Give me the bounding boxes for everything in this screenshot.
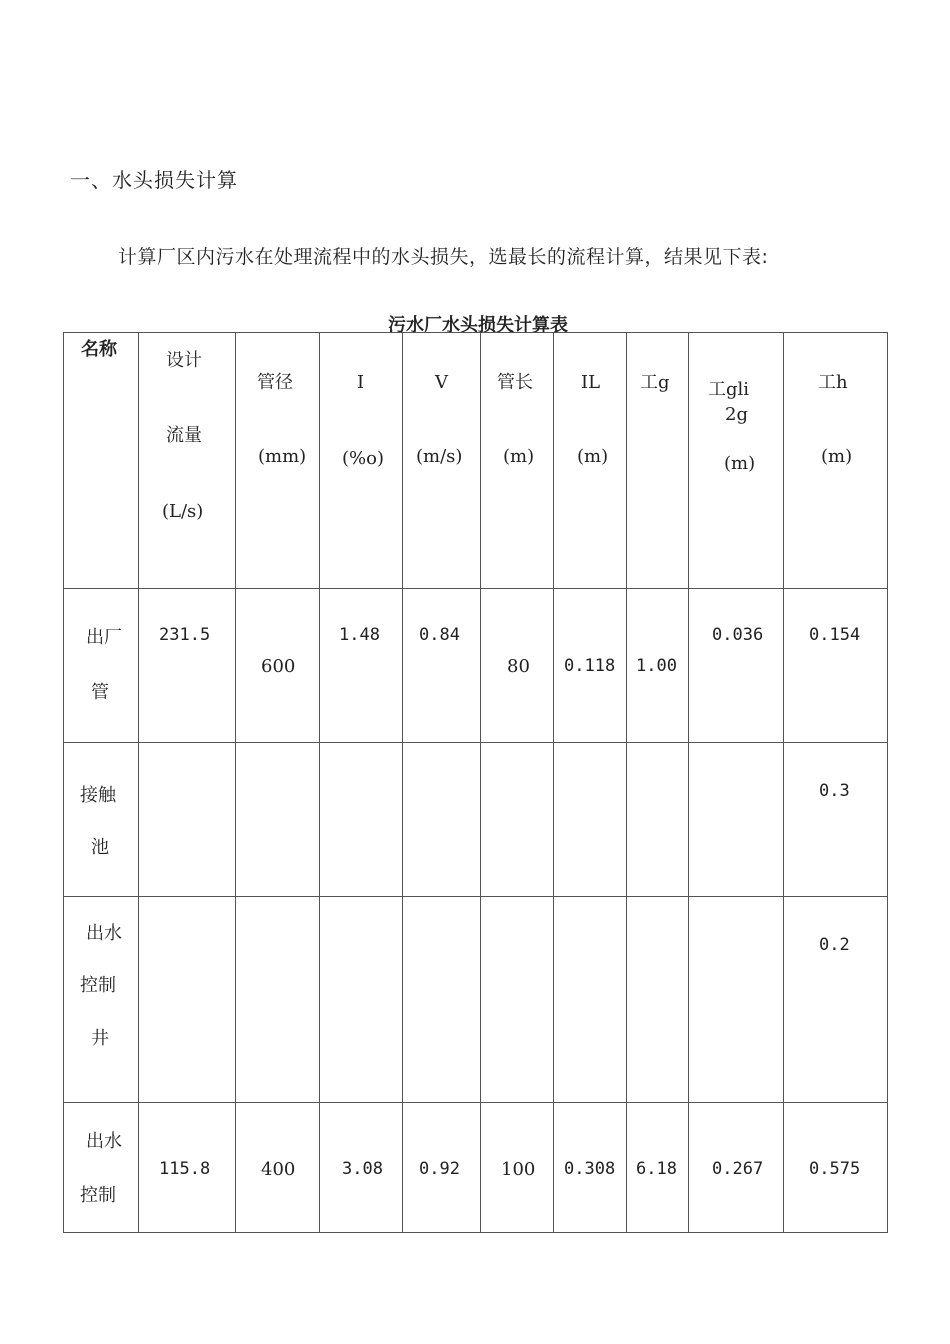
row-diameter: [236, 1103, 320, 1233]
header-velocity-unit: (m/s): [416, 446, 463, 467]
table-row: [64, 1103, 888, 1233]
row-length: [481, 589, 554, 743]
row-name-line1: 出水: [86, 923, 122, 944]
row-local-value: 0.036: [712, 625, 764, 645]
header-h-line1: 工h: [818, 372, 848, 393]
row-name-line1: 出厂: [86, 627, 122, 648]
header-diameter-unit: (mm): [258, 446, 307, 467]
row-h: [784, 743, 888, 897]
row-name: [64, 1103, 139, 1233]
row-velocity: [403, 1103, 481, 1233]
row-name: [64, 589, 139, 743]
section-heading: 一、水头损失计算: [70, 168, 238, 192]
header-h-unit: (m): [821, 446, 853, 467]
header-h: [784, 333, 888, 589]
table-row: [64, 589, 888, 743]
row-name-line1: 接触: [80, 785, 116, 806]
header-local-line2: 2g: [725, 404, 748, 425]
row-il: [554, 1103, 627, 1233]
row-name-line2: 池: [91, 837, 109, 858]
header-row: [64, 333, 888, 589]
row-length-value: 80: [507, 656, 530, 677]
row-slope-value: 3.08: [342, 1159, 383, 1179]
row-h-value: 0.3: [819, 781, 850, 801]
row-il: [554, 589, 627, 743]
table-title: 污水厂水头损失计算表: [388, 315, 568, 336]
row-g: [627, 589, 689, 743]
head-loss-table: [63, 332, 888, 1233]
row-velocity: [403, 589, 481, 743]
row-name-line2: 控制: [80, 975, 116, 996]
row-g-value: 1.00: [636, 656, 677, 676]
row-g: [627, 1103, 689, 1233]
header-flow-unit: (L/s): [162, 501, 204, 522]
header-diameter: [236, 333, 320, 589]
row-flow-value: 231.5: [159, 625, 211, 645]
row-local: [689, 1103, 784, 1233]
row-slope: [320, 589, 403, 743]
header-il-unit: (m): [577, 446, 609, 467]
row-h-value: 0.2: [819, 935, 850, 955]
header-flow-line1: 设计: [166, 350, 202, 371]
header-local-unit: (m): [724, 453, 756, 474]
row-h: [784, 897, 888, 1103]
row-local: [689, 589, 784, 743]
row-diameter-value: 600: [261, 656, 296, 677]
row-velocity-value: 0.92: [419, 1159, 460, 1179]
header-velocity: [403, 333, 481, 589]
header-velocity-line1: V: [435, 372, 448, 393]
row-diameter: [236, 589, 320, 743]
header-il: [554, 333, 627, 589]
row-name-line2: 管: [91, 682, 109, 703]
header-g: [627, 333, 689, 589]
header-slope: [320, 333, 403, 589]
row-flow: [139, 1103, 236, 1233]
row-length: [481, 1103, 554, 1233]
intro-paragraph: 计算厂区内污水在处理流程中的水头损失，选最长的流程计算，结果见下表:: [118, 246, 769, 268]
row-diameter-value: 400: [261, 1159, 296, 1180]
row-velocity-value: 0.84: [419, 625, 460, 645]
header-flow-line2: 流量: [166, 425, 202, 446]
header-diameter-line1: 管径: [257, 372, 293, 393]
header-name-label: 名称: [81, 339, 117, 360]
row-g-value: 6.18: [636, 1159, 677, 1179]
row-name-line2: 控制: [80, 1185, 116, 1206]
row-slope-value: 1.48: [339, 625, 380, 645]
header-il-line1: IL: [581, 372, 601, 393]
row-flow-value: 115.8: [159, 1159, 211, 1179]
row-name: [64, 897, 139, 1103]
row-h: [784, 589, 888, 743]
row-length-value: 100: [501, 1159, 536, 1180]
table-row: [64, 897, 888, 1103]
header-slope-unit: (%o): [342, 448, 384, 469]
header-local-line1: 工gli: [708, 379, 750, 400]
header-flow: [139, 333, 236, 589]
row-il-value: 0.308: [564, 1159, 616, 1179]
table-row: [64, 743, 888, 897]
header-slope-line1: I: [357, 372, 365, 393]
header-local: [689, 333, 784, 589]
header-length-line1: 管长: [497, 372, 533, 393]
row-h: [784, 1103, 888, 1233]
header-length-unit: (m): [503, 446, 535, 467]
row-local-value: 0.267: [712, 1159, 764, 1179]
row-h-value: 0.154: [809, 625, 861, 645]
row-h-value: 0.575: [809, 1159, 861, 1179]
row-name: [64, 743, 139, 897]
header-name: [64, 333, 139, 589]
row-slope: [320, 1103, 403, 1233]
row-il-value: 0.118: [564, 656, 616, 676]
row-name-line1: 出水: [86, 1131, 122, 1152]
row-name-line3: 井: [91, 1028, 109, 1049]
row-flow: [139, 589, 236, 743]
header-g-label: 工g: [640, 372, 670, 393]
header-length: [481, 333, 554, 589]
